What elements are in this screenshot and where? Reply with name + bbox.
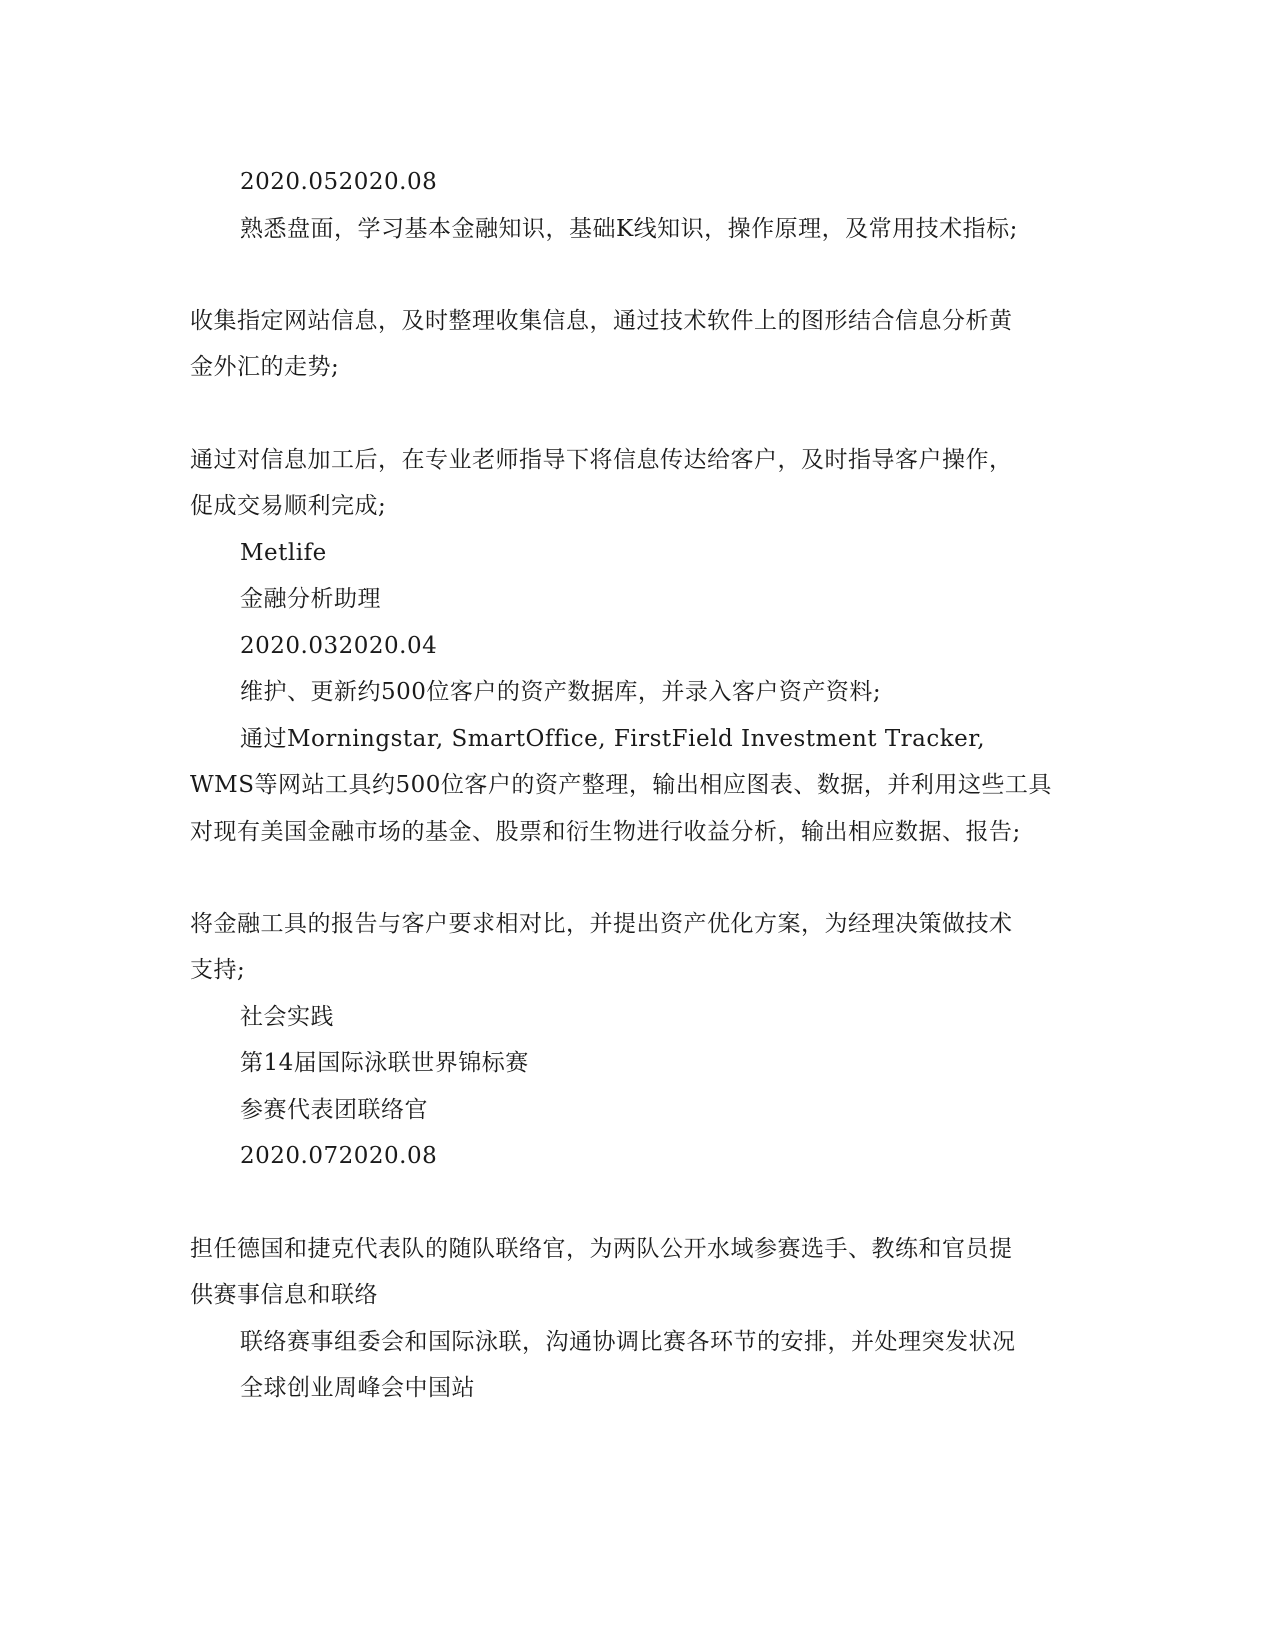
paragraph-line: 促成交易顺利完成; [190, 493, 387, 519]
event-name: 第14届国际泳联世界锦标赛 [240, 1050, 529, 1076]
paragraph-line: 熟悉盘面，学习基本金融知识，基础K线知识，操作原理，及常用技术指标; [240, 216, 1018, 242]
date-range: 2020.052020.08 [240, 169, 438, 195]
paragraph-line: 担任德国和捷克代表队的随队联络官，为两队公开水域参赛选手、教练和官员提 [190, 1236, 1013, 1262]
job-title: 金融分析助理 [240, 586, 381, 612]
paragraph-line: 对现有美国金融市场的基金、股票和衍生物进行收益分析，输出相应数据、报告; [190, 819, 1021, 845]
paragraph-line: 支持; [190, 957, 246, 983]
paragraph-line: 维护、更新约500位客户的资产数据库，并录入客户资产资料; [240, 679, 882, 705]
paragraph-line: 联络赛事组委会和国际泳联，沟通协调比赛各环节的安排，并处理突发状况 [240, 1329, 1016, 1355]
paragraph-line: 供赛事信息和联络 [190, 1282, 378, 1308]
paragraph-line: 将金融工具的报告与客户要求相对比，并提出资产优化方案，为经理决策做技术 [190, 911, 1013, 937]
date-range: 2020.072020.08 [240, 1143, 438, 1169]
section-heading: 社会实践 [240, 1004, 334, 1030]
paragraph-line: 通过对信息加工后，在专业老师指导下将信息传达给客户，及时指导客户操作， [190, 447, 1013, 473]
paragraph-line: 收集指定网站信息，及时整理收集信息，通过技术软件上的图形结合信息分析黄 [190, 308, 1013, 334]
paragraph-line: 通过Morningstar, SmartOffice, FirstField Investment Tracker, [240, 726, 986, 752]
company-name: Metlife [240, 540, 327, 566]
job-title: 参赛代表团联络官 [240, 1097, 428, 1123]
paragraph-line: 金外汇的走势; [190, 354, 340, 380]
date-range: 2020.032020.04 [240, 633, 438, 659]
event-name: 全球创业周峰会中国站 [240, 1375, 475, 1401]
paragraph-line: WMS等网站工具约500位客户的资产整理，输出相应图表、数据，并利用这些工具 [190, 772, 1052, 798]
